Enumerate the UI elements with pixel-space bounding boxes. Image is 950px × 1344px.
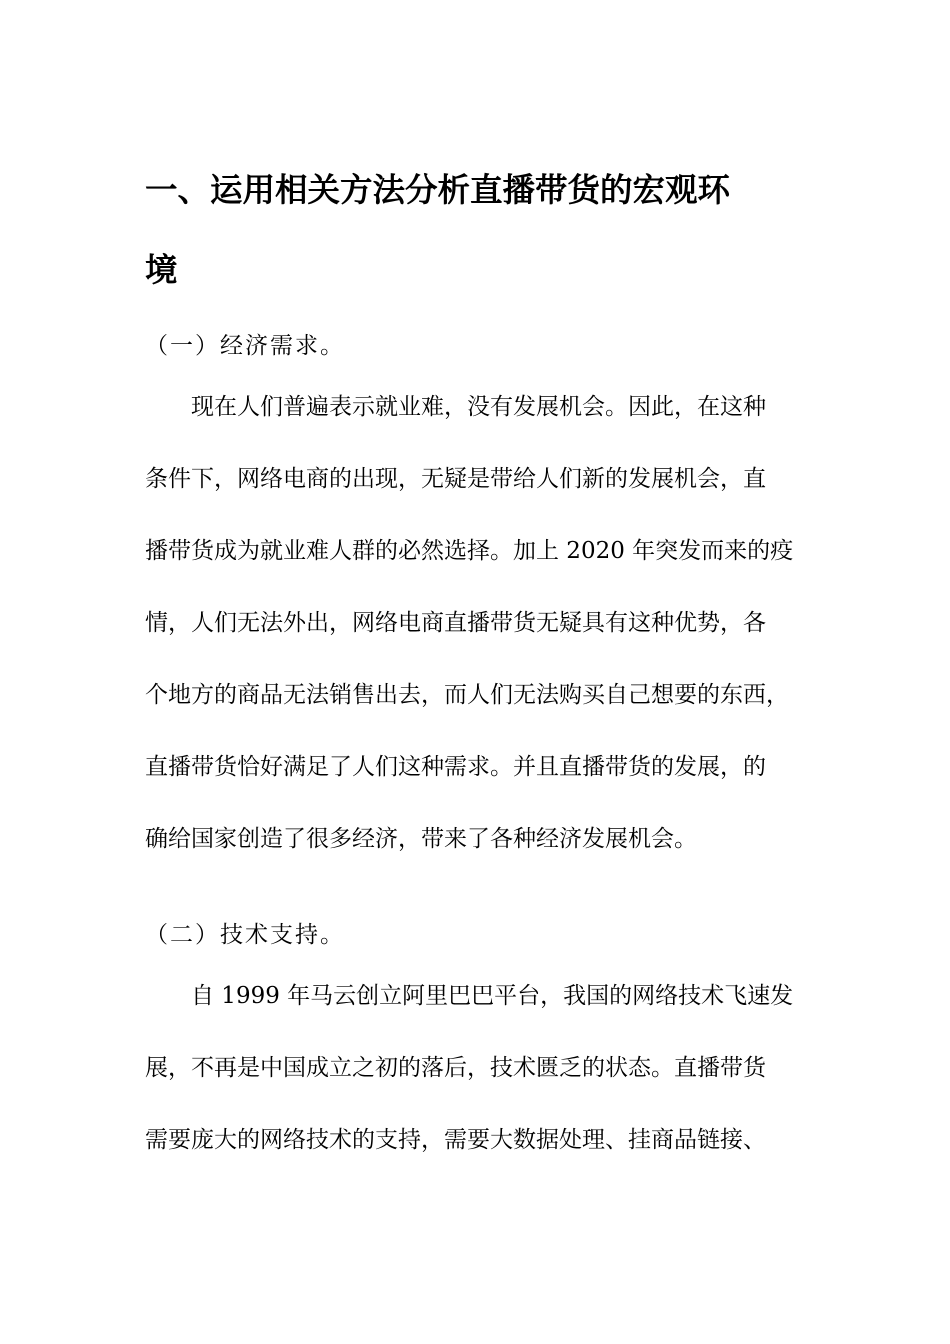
title-line: 一、运用相关方法分析直播带货的宏观环 (145, 171, 731, 209)
document-title (145, 150, 825, 310)
section-heading-economic-demand: （一）经济需求。 (145, 333, 345, 359)
paragraph-line: 情，人们无法外出，网络电商直播带货无疑具有这种优势，各 (145, 610, 766, 636)
paragraph-line: 需要庞大的网络技术的支持，需要大数据处理、挂商品链接、 (145, 1127, 766, 1153)
paragraph-line: 播带货成为就业难人群的必然选择。加上 2020 年突发而来的疫 (145, 538, 794, 564)
paragraph-line: 自 1999 年马云创立阿里巴巴平台，我国的网络技术飞速发 (145, 983, 794, 1009)
paragraph-line: 确给国家创造了很多经济，带来了各种经济发展机会。 (145, 826, 697, 852)
paragraph-line: 直播带货恰好满足了人们这种需求。并且直播带货的发展，的 (145, 754, 766, 780)
paragraph-line: 个地方的商品无法销售出去，而人们无法购买自己想要的东西， (145, 682, 789, 708)
paragraph-line: 现在人们普遍表示就业难，没有发展机会。因此，在这种 (145, 394, 766, 420)
paragraph-line: 展，不再是中国成立之初的落后，技术匮乏的状态。直播带货 (145, 1055, 766, 1081)
title-line: 境 (145, 251, 178, 289)
section-heading-technical-support: （二）技术支持。 (145, 922, 345, 948)
paragraph-line: 条件下，网络电商的出现，无疑是带给人们新的发展机会，直 (145, 466, 766, 492)
